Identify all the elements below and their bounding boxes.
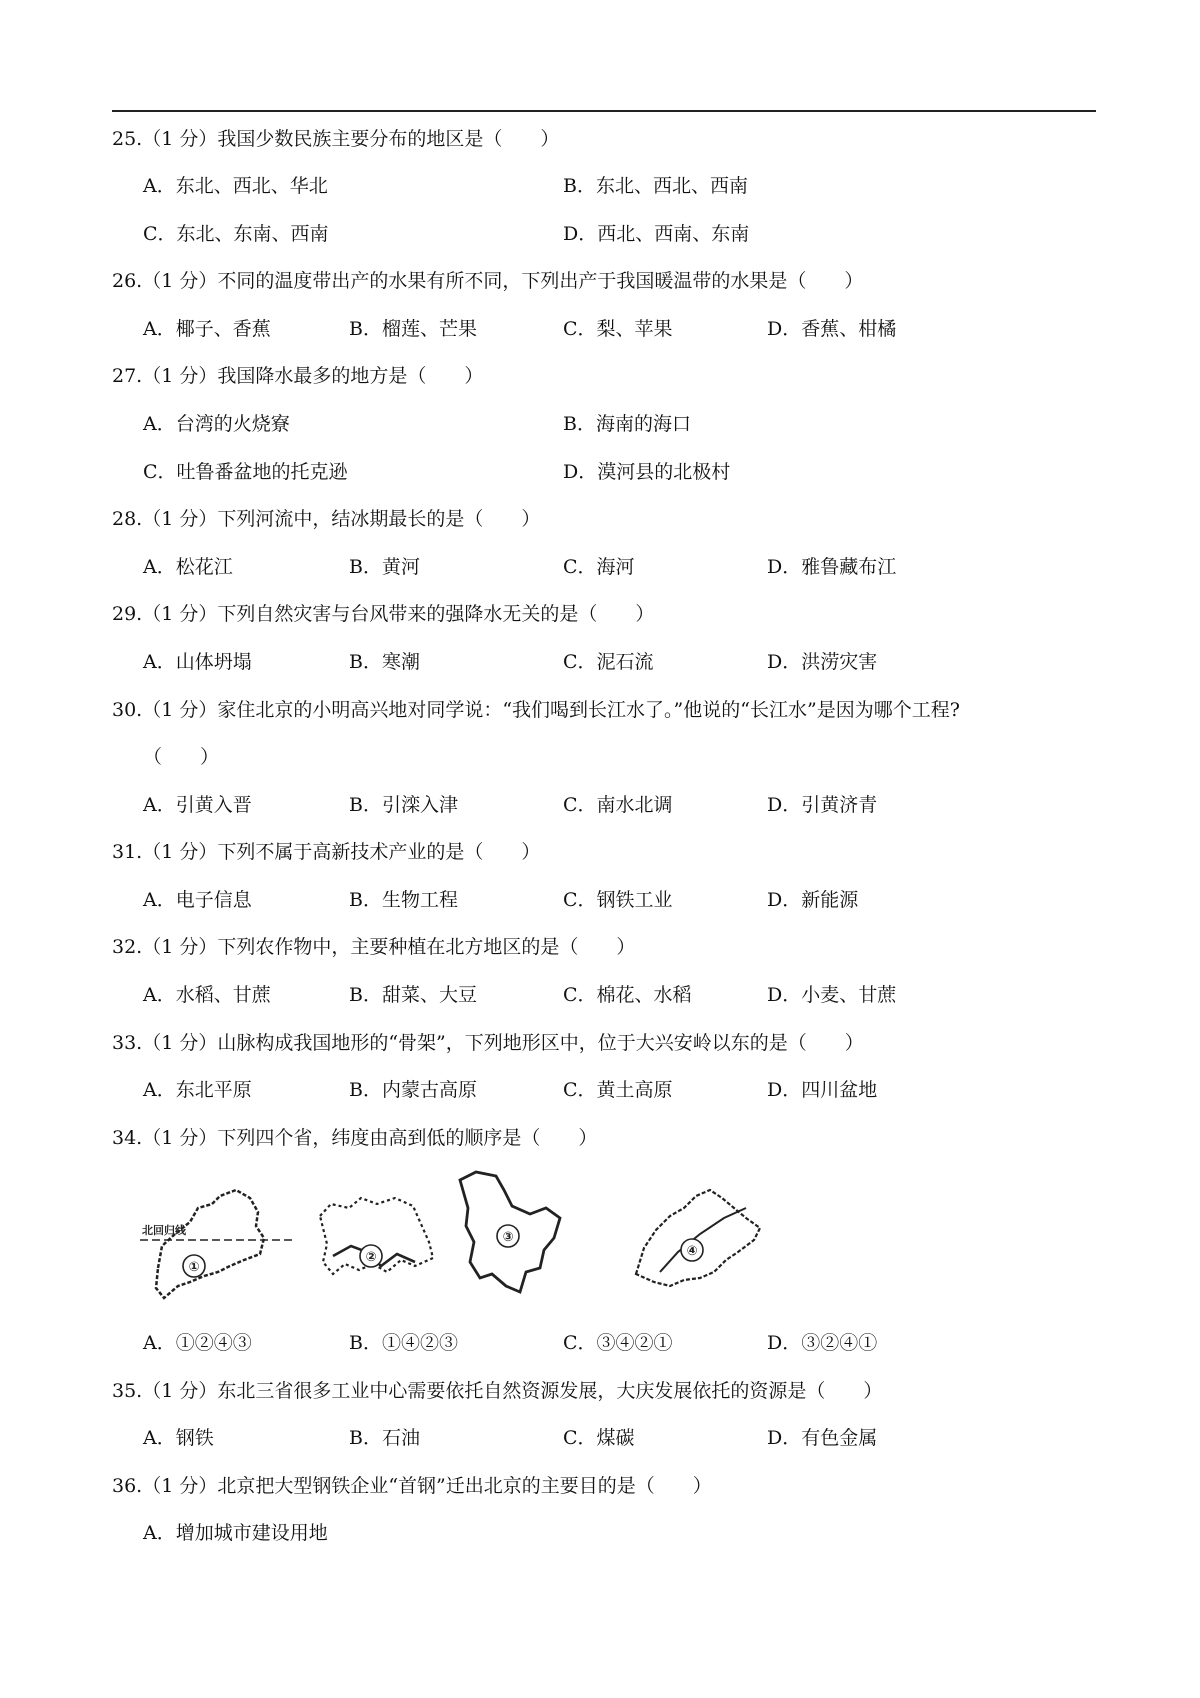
map-marker-3: ③ xyxy=(502,1230,514,1245)
question-33-option-b[interactable]: B．内蒙古高原 xyxy=(349,1079,477,1101)
question-32-option-a[interactable]: A．水稻、甘蔗 xyxy=(143,984,271,1006)
question-35-option-b[interactable]: B．石油 xyxy=(349,1427,420,1449)
question-26-option-a[interactable]: A．椰子、香蕉 xyxy=(143,318,271,340)
question-34-option-a[interactable]: A．①②④③ xyxy=(143,1332,252,1354)
question-33-option-a[interactable]: A．东北平原 xyxy=(143,1079,252,1101)
question-28-option-b[interactable]: B．黄河 xyxy=(349,556,420,578)
map-marker-1: ① xyxy=(188,1260,200,1275)
question-36-stem: 36.（1 分）北京把大型钢铁企业“首钢”迁出北京的主要目的是（ ） xyxy=(112,1475,712,1497)
question-36-option-a[interactable]: A．增加城市建设用地 xyxy=(143,1522,328,1544)
question-35-option-c[interactable]: C．煤碳 xyxy=(563,1427,635,1449)
province-map-2 xyxy=(315,1168,440,1308)
question-30-option-a[interactable]: A．引黄入晋 xyxy=(143,794,252,816)
question-27-option-c[interactable]: C．吐鲁番盆地的托克逊 xyxy=(143,461,348,483)
question-27-stem: 27.（1 分）我国降水最多的地方是（ ） xyxy=(112,365,484,387)
question-31-stem: 31.（1 分）下列不属于高新技术产业的是（ ） xyxy=(112,841,541,863)
header-rule xyxy=(112,110,1096,112)
question-35-stem: 35.（1 分）东北三省很多工业中心需要依托自然资源发展，大庆发展依托的资源是（ ） xyxy=(112,1380,883,1402)
question-25-option-d[interactable]: D．西北、西南、东南 xyxy=(563,223,750,245)
question-31-option-b[interactable]: B．生物工程 xyxy=(349,889,458,911)
question-30-stem: 30.（1 分）家住北京的小明高兴地对同学说：“我们喝到长江水了。”他说的“长江水”是因为哪个工程? xyxy=(112,699,960,721)
question-28-stem: 28.（1 分）下列河流中，结冰期最长的是（ ） xyxy=(112,508,541,530)
question-25-option-b[interactable]: B．东北、西北、西南 xyxy=(563,175,748,197)
question-27-option-a[interactable]: A．台湾的火烧寮 xyxy=(143,413,290,435)
question-25-stem: 25.（1 分）我国少数民族主要分布的地区是（ ） xyxy=(112,128,560,150)
question-29-option-a[interactable]: A．山体坍塌 xyxy=(143,651,252,673)
question-25-option-a[interactable]: A．东北、西北、华北 xyxy=(143,175,328,197)
question-33-option-d[interactable]: D．四川盆地 xyxy=(767,1079,878,1101)
question-28-option-d[interactable]: D．雅鲁藏布江 xyxy=(767,556,897,578)
question-30-option-b[interactable]: B．引滦入津 xyxy=(349,794,458,816)
question-34-option-b[interactable]: B．①④②③ xyxy=(349,1332,458,1354)
question-29-option-d[interactable]: D．洪涝灾害 xyxy=(767,651,878,673)
question-29-option-b[interactable]: B．寒潮 xyxy=(349,651,420,673)
question-26-stem: 26.（1 分）不同的温度带出产的水果有所不同，下列出产于我国暖温带的水果是（ ） xyxy=(112,270,864,292)
question-27-option-b[interactable]: B．海南的海口 xyxy=(563,413,691,435)
question-30-option-d[interactable]: D．引黄济青 xyxy=(767,794,878,816)
question-29-option-c[interactable]: C．泥石流 xyxy=(563,651,654,673)
question-26-option-d[interactable]: D．香蕉、柑橘 xyxy=(767,318,897,340)
question-27-option-d[interactable]: D．漠河县的北极村 xyxy=(563,461,731,483)
map-marker-4: ④ xyxy=(686,1244,698,1259)
question-31-option-c[interactable]: C．钢铁工业 xyxy=(563,889,673,911)
question-30-stem-continued: （ ） xyxy=(143,746,220,768)
question-26-option-b[interactable]: B．榴莲、芒果 xyxy=(349,318,477,340)
question-32-stem: 32.（1 分）下列农作物中，主要种植在北方地区的是（ ） xyxy=(112,936,636,958)
question-33-stem: 33.（1 分）山脉构成我国地形的“骨架”，下列地形区中，位于大兴安岭以东的是（ ） xyxy=(112,1032,864,1054)
province-map-4 xyxy=(630,1168,770,1308)
question-35-option-d[interactable]: D．有色金属 xyxy=(767,1427,878,1449)
question-33-option-c[interactable]: C．黄土高原 xyxy=(563,1079,673,1101)
province-map-3 xyxy=(450,1168,590,1308)
question-34-option-c[interactable]: C．③④②① xyxy=(563,1332,673,1354)
province-map-1 xyxy=(140,1168,300,1308)
question-26-option-c[interactable]: C．梨、苹果 xyxy=(563,318,673,340)
question-35-option-a[interactable]: A．钢铁 xyxy=(143,1427,214,1449)
question-32-option-b[interactable]: B．甜菜、大豆 xyxy=(349,984,477,1006)
province-maps-figure xyxy=(140,1168,790,1308)
question-29-stem: 29.（1 分）下列自然灾害与台风带来的强降水无关的是（ ） xyxy=(112,603,655,625)
question-32-option-c[interactable]: C．棉花、水稻 xyxy=(563,984,692,1006)
question-28-option-c[interactable]: C．海河 xyxy=(563,556,635,578)
question-28-option-a[interactable]: A．松花江 xyxy=(143,556,233,578)
question-31-option-d[interactable]: D．新能源 xyxy=(767,889,859,911)
question-34-option-d[interactable]: D．③②④① xyxy=(767,1332,878,1354)
question-32-option-d[interactable]: D．小麦、甘蔗 xyxy=(767,984,897,1006)
tropic-of-cancer-label: 北回归线 xyxy=(142,1224,186,1237)
question-34-stem: 34.（1 分）下列四个省，纬度由高到低的顺序是（ ） xyxy=(112,1127,598,1149)
question-25-option-c[interactable]: C．东北、东南、西南 xyxy=(143,223,329,245)
question-31-option-a[interactable]: A．电子信息 xyxy=(143,889,252,911)
question-30-option-c[interactable]: C．南水北调 xyxy=(563,794,673,816)
map-marker-2: ② xyxy=(365,1250,377,1265)
